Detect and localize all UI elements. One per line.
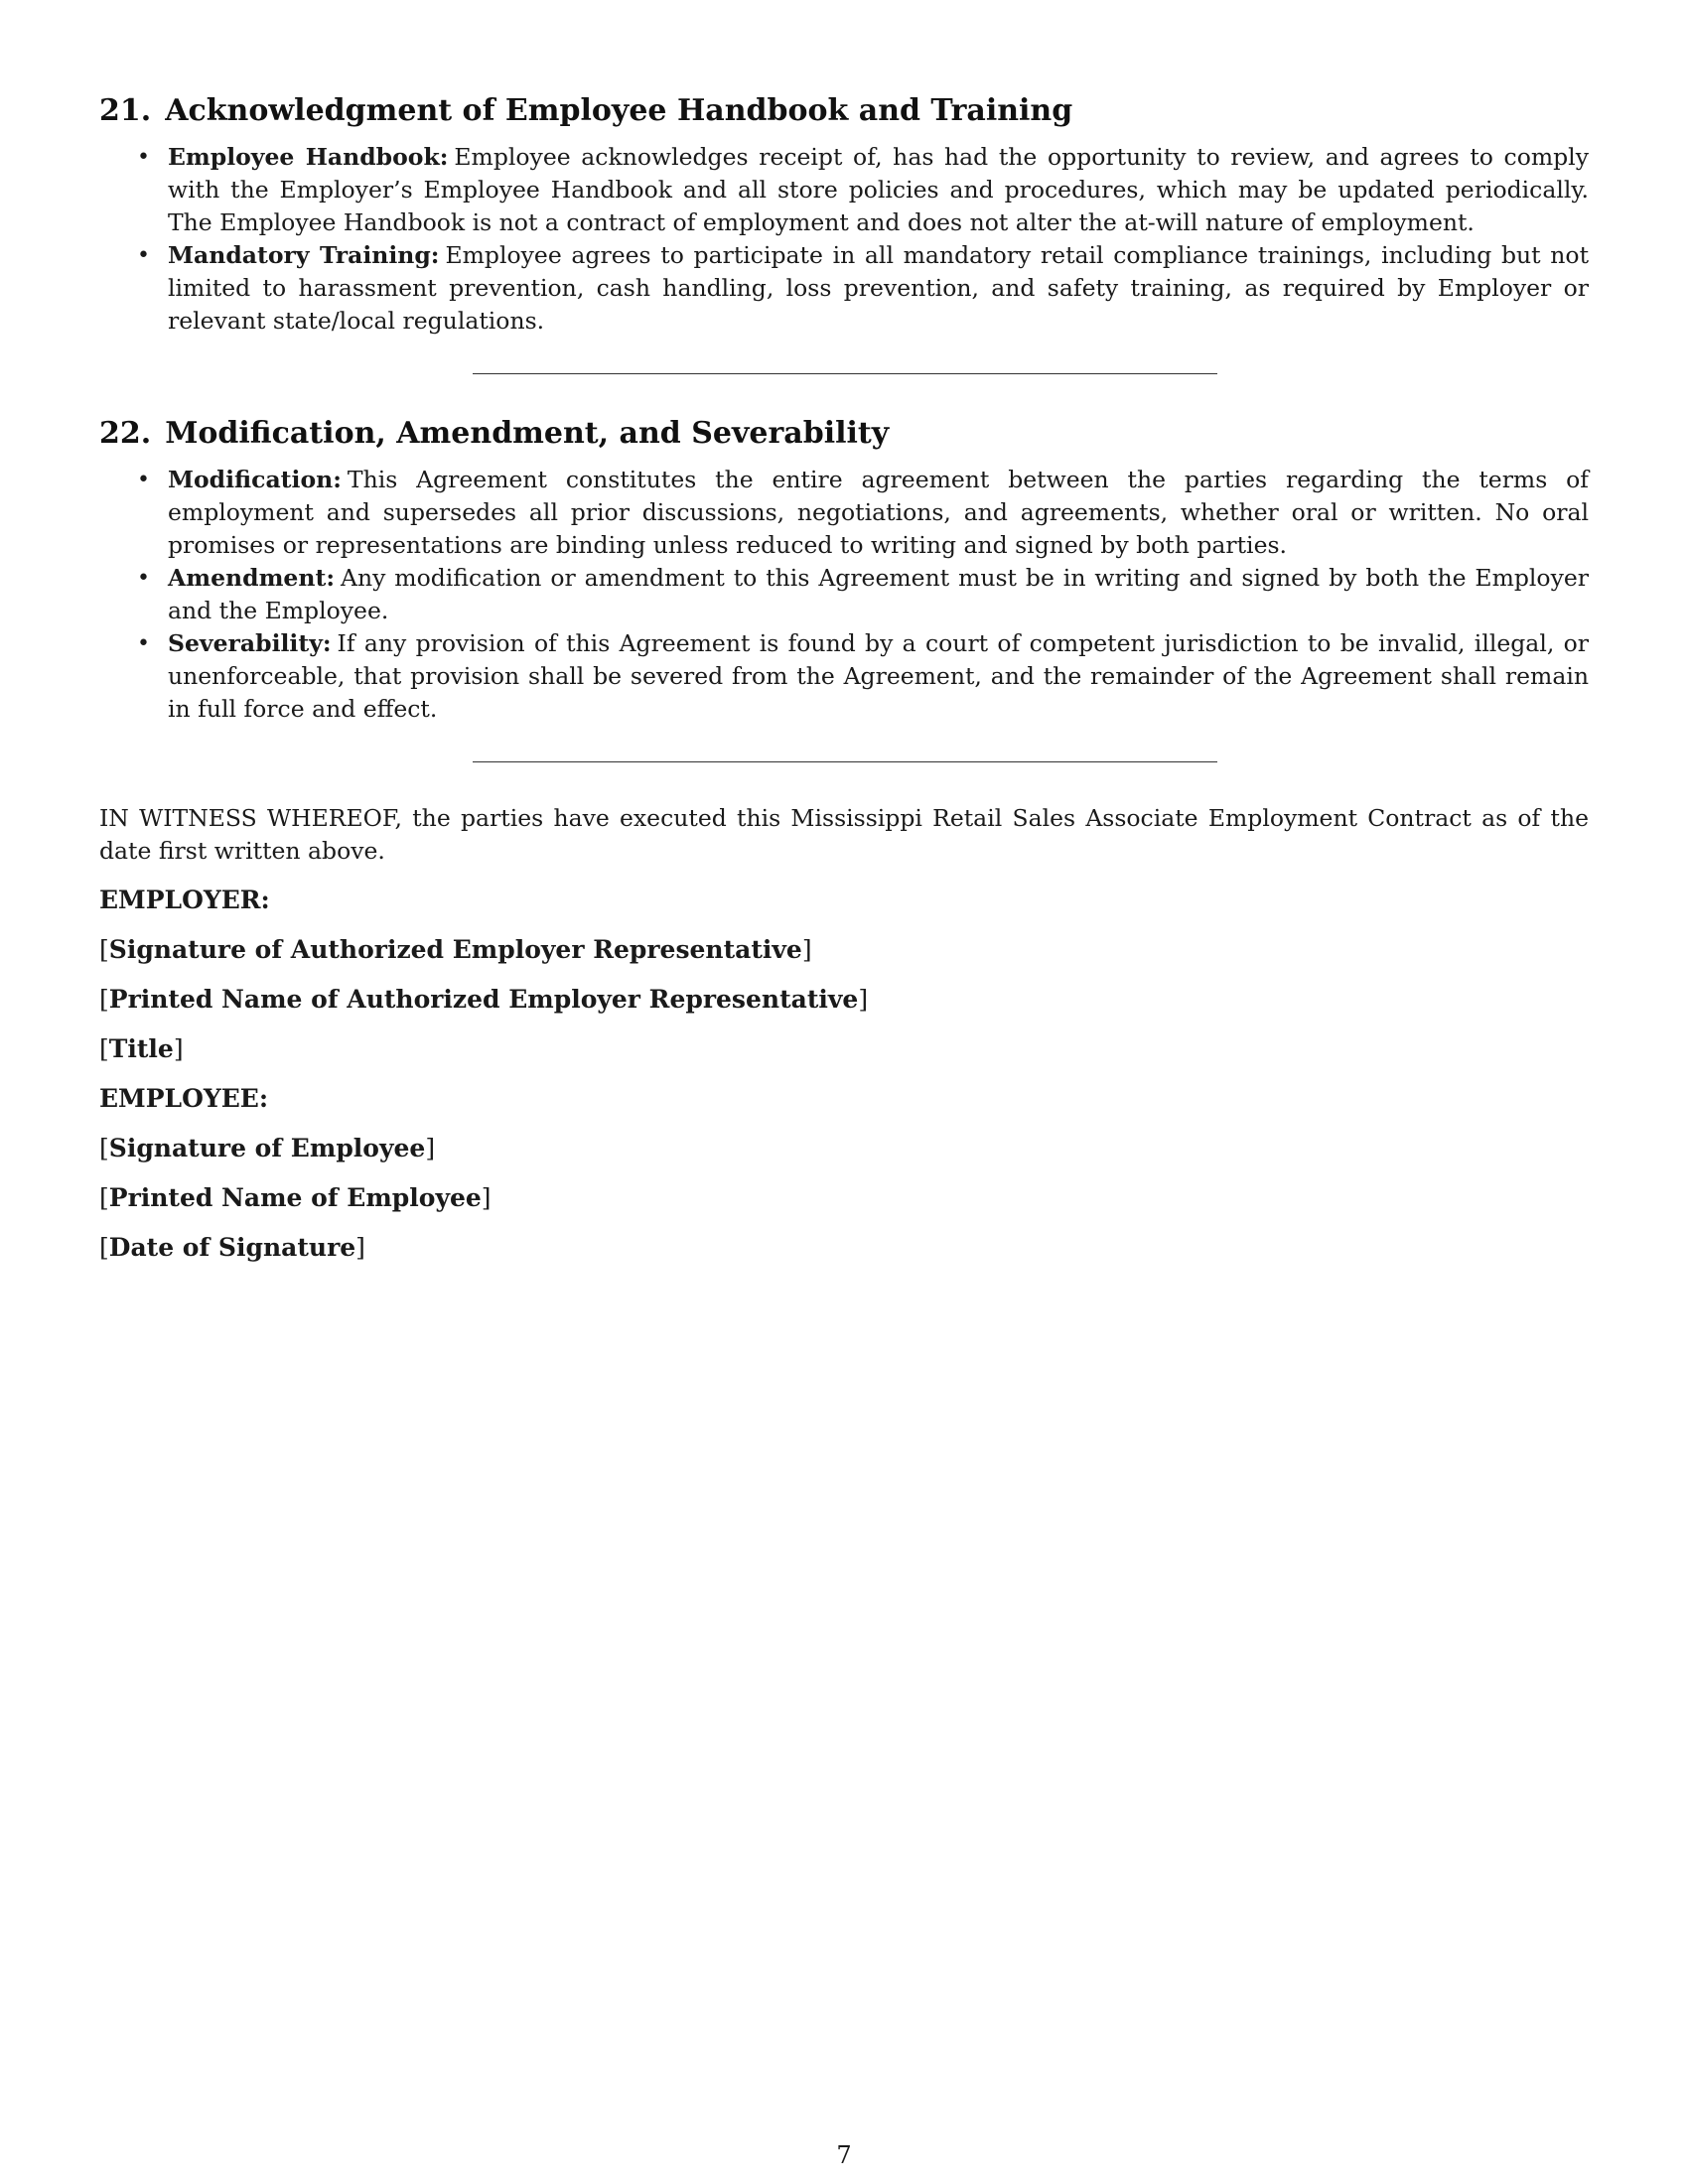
horizontal-divider <box>473 761 1217 762</box>
employer-signature-placeholder: [Signature of Authorized Employer Representative] <box>99 935 812 964</box>
item-text: Any modification or amendment to this Agreement must be in writing and signed by both the Employer and the Employee. <box>168 564 1589 624</box>
item-text: Employee agrees to participate in all mandatory retail compliance trainings, including but not limited to harassment prevention, cash handling, loss prevention, and safety training, as required by Employer or relevant state/local regulations. <box>168 241 1590 335</box>
item-text: Employee acknowledges receipt of, has had the opportunity to review, and agrees to comply with the Employer’s Employee Handbook and all store policies and procedures, which may be updated periodically. The Employee Handbook is not a contract of employment and does not alter the at-will nature of employment. <box>168 143 1589 236</box>
page-number: 7 <box>836 2141 852 2169</box>
employer-title-placeholder: [Title] <box>99 1034 184 1063</box>
section-22 <box>99 414 1589 726</box>
horizontal-divider <box>473 373 1217 374</box>
item-term: Modification: <box>168 466 342 493</box>
list-item <box>99 464 1589 562</box>
document-page <box>99 91 1589 1281</box>
section-title-text: Modification, Amendment, and Severability <box>165 416 890 451</box>
employee-date-placeholder: [Date of Signature] <box>99 1233 365 1262</box>
item-term: Employee Handbook: <box>168 143 449 171</box>
bullet-icon: • <box>137 145 150 170</box>
list-item <box>99 239 1589 338</box>
bullet-icon: • <box>137 243 150 268</box>
item-text: If any provision of this Agreement is found by a court of competent jurisdiction to be invalid, illegal, or unenforceable, that provision shall be severed from the Agreement, and the remainder of the Agreement shall remain in full force and effect. <box>168 629 1589 723</box>
item-text: This Agreement constitutes the entire agreement between the parties regarding the terms of employment and supersedes all prior discussions, negotiations, and agreements, whether oral or written. No oral promises or representations are binding unless reduced to writing and signed by both parties. <box>168 466 1589 559</box>
bullet-icon: • <box>137 631 150 656</box>
bullet-list <box>99 464 1589 726</box>
section-number: 22. <box>99 416 152 451</box>
section-21 <box>99 91 1589 338</box>
list-item <box>99 627 1589 726</box>
employer-label: EMPLOYER: <box>99 886 270 914</box>
item-term: Amendment: <box>168 564 335 592</box>
bullet-icon: • <box>137 566 150 591</box>
witness-clause: IN WITNESS WHEREOF, the parties have executed this Mississippi Retail Sales Associate Employment Contract as of the date first written above. <box>99 804 1589 865</box>
list-item <box>99 141 1589 239</box>
employee-printed-name-placeholder: [Printed Name of Employee] <box>99 1183 492 1212</box>
section-title-text: Acknowledgment of Employee Handbook and Training <box>165 93 1073 128</box>
employer-printed-name-placeholder: [Printed Name of Authorized Employer Representative] <box>99 985 869 1014</box>
list-item <box>99 562 1589 627</box>
item-term: Mandatory Training: <box>168 241 440 269</box>
section-title <box>99 414 1589 454</box>
section-title <box>99 91 1589 131</box>
section-number: 21. <box>99 93 152 128</box>
bullet-list <box>99 141 1589 338</box>
item-term: Severability: <box>168 629 332 657</box>
employee-signature-placeholder: [Signature of Employee] <box>99 1134 436 1162</box>
employee-label: EMPLOYEE: <box>99 1084 269 1113</box>
bullet-icon: • <box>137 468 150 492</box>
